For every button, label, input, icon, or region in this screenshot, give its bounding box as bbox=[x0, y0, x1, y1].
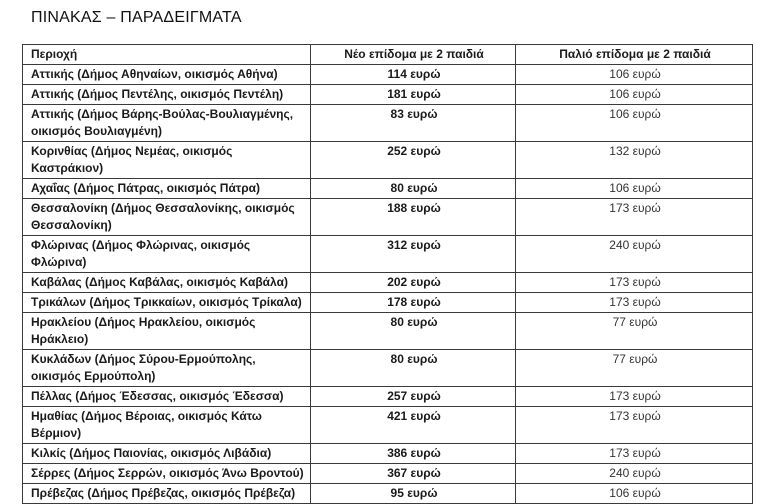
old-allowance-cell: 173 ευρώ bbox=[516, 444, 753, 464]
table-row bbox=[23, 236, 753, 273]
old-allowance-cell: 173 ευρώ bbox=[516, 199, 753, 236]
old-allowance-cell: 240 ευρώ bbox=[516, 236, 753, 273]
old-allowance-cell: 106 ευρώ bbox=[516, 484, 753, 504]
table-body bbox=[23, 65, 753, 504]
new-allowance-cell: 367 ευρώ bbox=[311, 464, 516, 484]
old-allowance-cell: 240 ευρώ bbox=[516, 464, 753, 484]
new-allowance-cell: 386 ευρώ bbox=[311, 444, 516, 464]
region-cell: Αχαΐας (Δήμος Πάτρας, οικισμός Πάτρα) bbox=[23, 179, 311, 199]
column-header-old-allowance: Παλιό επίδομα με 2 παιδιά bbox=[516, 45, 753, 65]
region-cell: Κορινθίας (Δήμος Νεμέας, οικισμός Καστράκιον) bbox=[23, 142, 311, 179]
old-allowance-cell: 106 ευρώ bbox=[516, 105, 753, 142]
new-allowance-cell: 80 ευρώ bbox=[311, 350, 516, 387]
region-cell: Αττικής (Δήμος Πεντέλης, οικισμός Πεντέλη) bbox=[23, 85, 311, 105]
new-allowance-cell: 80 ευρώ bbox=[311, 313, 516, 350]
table-row bbox=[23, 313, 753, 350]
table-row bbox=[23, 464, 753, 484]
table-row bbox=[23, 350, 753, 387]
old-allowance-cell: 132 ευρώ bbox=[516, 142, 753, 179]
new-allowance-cell: 312 ευρώ bbox=[311, 236, 516, 273]
region-cell: Πρέβεζας (Δήμος Πρέβεζας, οικισμός Πρέβεζα) bbox=[23, 484, 311, 504]
region-cell: Αττικής (Δήμος Βάρης-Βούλας-Βουλιαγμένης, οικισμός Βουλιαγμένη) bbox=[23, 105, 311, 142]
old-allowance-cell: 173 ευρώ bbox=[516, 407, 753, 444]
region-cell: Ημαθίας (Δήμος Βέροιας, οικισμός Κάτω Βέρμιον) bbox=[23, 407, 311, 444]
table-row bbox=[23, 484, 753, 504]
region-cell: Αττικής (Δήμος Αθηναίων, οικισμός Αθήνα) bbox=[23, 65, 311, 85]
old-allowance-cell: 173 ευρώ bbox=[516, 387, 753, 407]
new-allowance-cell: 114 ευρώ bbox=[311, 65, 516, 85]
new-allowance-cell: 178 ευρώ bbox=[311, 293, 516, 313]
region-cell: Κιλκίς (Δήμος Παιονίας, οικισμός Λιβάδια) bbox=[23, 444, 311, 464]
table-row bbox=[23, 273, 753, 293]
new-allowance-cell: 188 ευρώ bbox=[311, 199, 516, 236]
allowance-table bbox=[22, 44, 753, 504]
table-row bbox=[23, 105, 753, 142]
region-cell: Πέλλας (Δήμος Έδεσσας, οικισμός Έδεσσα) bbox=[23, 387, 311, 407]
old-allowance-cell: 77 ευρώ bbox=[516, 313, 753, 350]
new-allowance-cell: 202 ευρώ bbox=[311, 273, 516, 293]
column-header-new-allowance: Νέο επίδομα με 2 παιδιά bbox=[311, 45, 516, 65]
new-allowance-cell: 257 ευρώ bbox=[311, 387, 516, 407]
region-cell: Τρικάλων (Δήμος Τρικκαίων, οικισμός Τρίκαλα) bbox=[23, 293, 311, 313]
new-allowance-cell: 252 ευρώ bbox=[311, 142, 516, 179]
new-allowance-cell: 95 ευρώ bbox=[311, 484, 516, 504]
region-cell: Θεσσαλονίκη (Δήμος Θεσσαλονίκης, οικισμός Θεσσαλονίκη) bbox=[23, 199, 311, 236]
column-header-region: Περιοχή bbox=[23, 45, 311, 65]
old-allowance-cell: 106 ευρώ bbox=[516, 179, 753, 199]
table-header-row bbox=[23, 45, 753, 65]
region-cell: Φλώρινας (Δήμος Φλώρινας, οικισμός Φλώρινα) bbox=[23, 236, 311, 273]
old-allowance-cell: 173 ευρώ bbox=[516, 293, 753, 313]
region-cell: Κυκλάδων (Δήμος Σύρου-Ερμούπολης, οικισμός Ερμούπολη) bbox=[23, 350, 311, 387]
old-allowance-cell: 77 ευρώ bbox=[516, 350, 753, 387]
new-allowance-cell: 80 ευρώ bbox=[311, 179, 516, 199]
old-allowance-cell: 106 ευρώ bbox=[516, 65, 753, 85]
region-cell: Καβάλας (Δήμος Καβάλας, οικισμός Καβάλα) bbox=[23, 273, 311, 293]
table-row bbox=[23, 444, 753, 464]
page-title: ΠΙΝΑΚΑΣ – ΠΑΡΑΔΕΙΓΜΑΤΑ bbox=[31, 9, 242, 26]
table-row bbox=[23, 387, 753, 407]
old-allowance-cell: 106 ευρώ bbox=[516, 85, 753, 105]
table-row bbox=[23, 142, 753, 179]
table-row bbox=[23, 65, 753, 85]
old-allowance-cell: 173 ευρώ bbox=[516, 273, 753, 293]
new-allowance-cell: 181 ευρώ bbox=[311, 85, 516, 105]
region-cell: Ηρακλείου (Δήμος Ηρακλείου, οικισμός Ηράκλειο) bbox=[23, 313, 311, 350]
table-row bbox=[23, 407, 753, 444]
new-allowance-cell: 421 ευρώ bbox=[311, 407, 516, 444]
new-allowance-cell: 83 ευρώ bbox=[311, 105, 516, 142]
table-row bbox=[23, 85, 753, 105]
table-row bbox=[23, 199, 753, 236]
table-row bbox=[23, 179, 753, 199]
table-row bbox=[23, 293, 753, 313]
region-cell: Σέρρες (Δήμος Σερρών, οικισμός Άνω Βροντού) bbox=[23, 464, 311, 484]
